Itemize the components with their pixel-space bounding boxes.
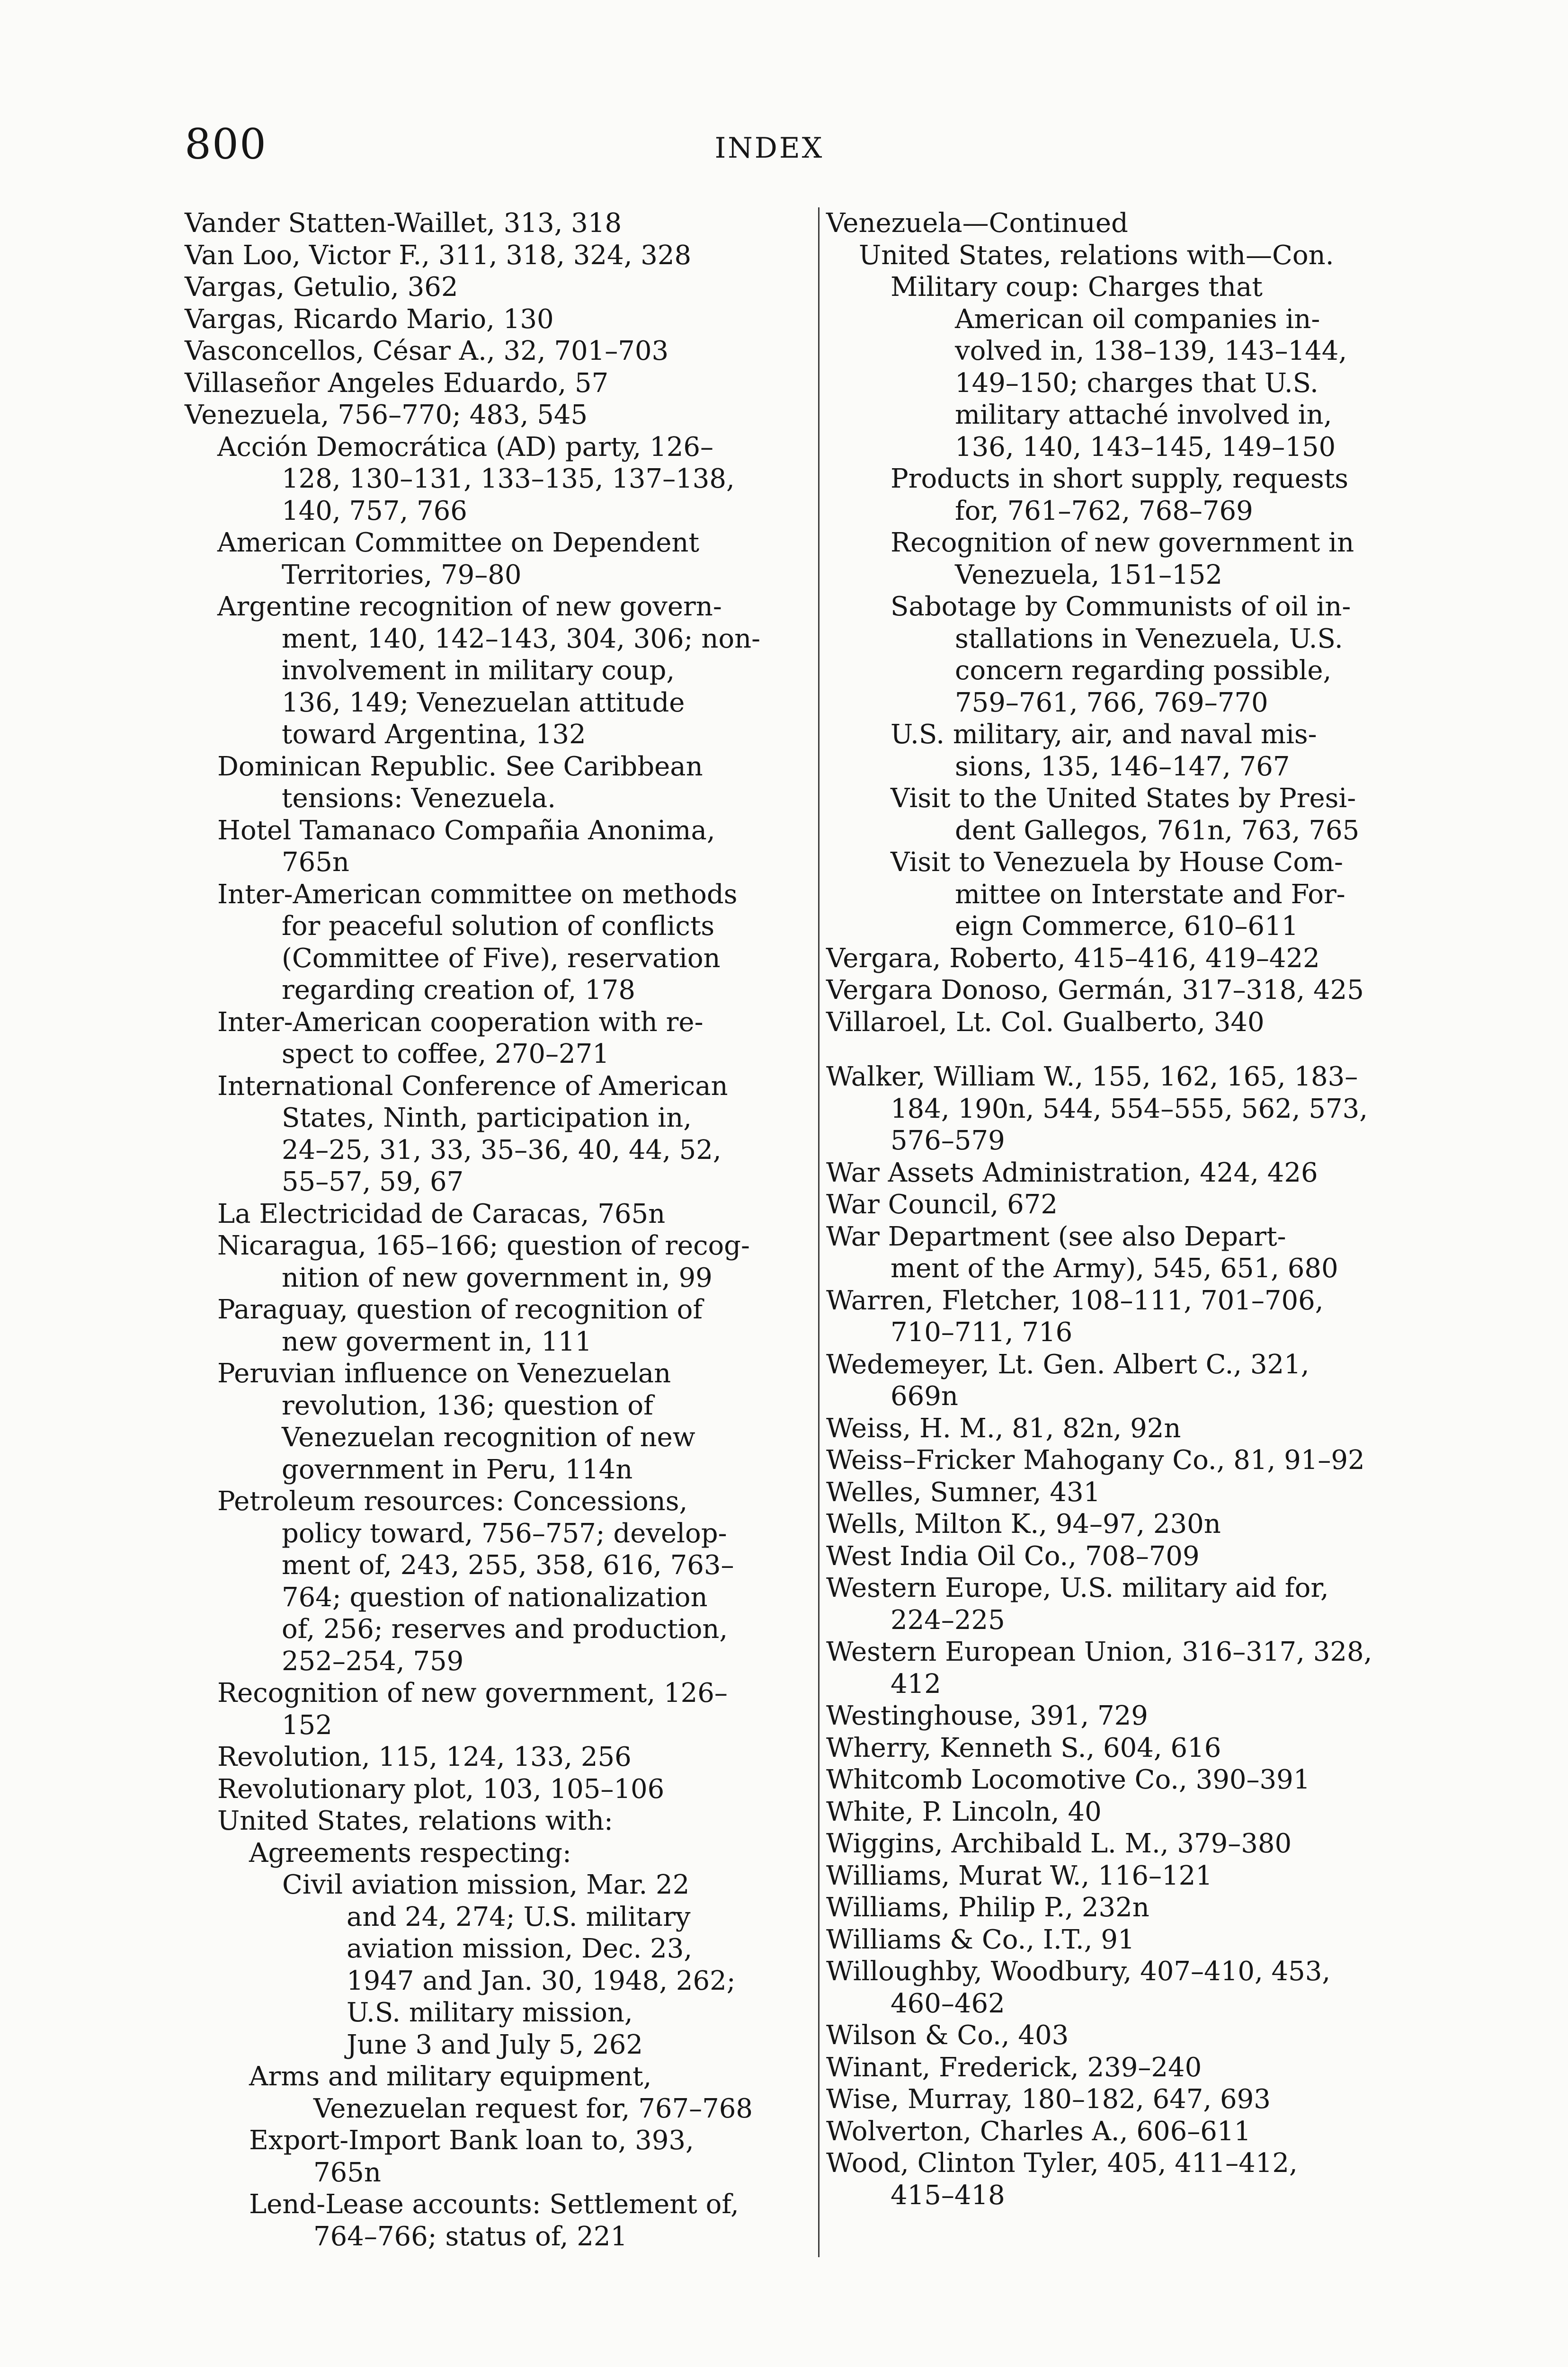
index-entry xyxy=(185,1677,800,1741)
index-entry xyxy=(826,1061,1442,1157)
index-entry-line: Nicaragua, 165–166; question of recog- xyxy=(217,1230,750,1261)
index-entry-line: aviation mission, Dec. 23, xyxy=(347,1933,693,1964)
index-entry-line: United States, relations with—Con. xyxy=(859,240,1334,271)
index-entry xyxy=(185,2189,800,2252)
index-entry xyxy=(826,527,1442,591)
index-entry-line: Williams, Murat W., 116–121 xyxy=(826,1860,1212,1891)
index-entry-line: Visit to Venezuela by House Com- xyxy=(891,847,1343,878)
index-entry-line: U.S. military, air, and naval mis- xyxy=(891,719,1317,750)
index-entry-line: 224–225 xyxy=(891,1604,1005,1636)
index-entry xyxy=(826,1508,1442,1540)
index-entry-line: Venezuela, 151–152 xyxy=(955,559,1223,590)
index-entry-line: of, 256; reserves and production, xyxy=(282,1614,728,1645)
index-entry-line: Willoughby, Woodbury, 407–410, 453, xyxy=(826,1956,1331,1987)
index-entry-line: Dominican Republic. See Caribbean xyxy=(217,751,703,782)
index-entry xyxy=(185,431,800,527)
index-entry xyxy=(826,1764,1442,1796)
index-entry xyxy=(185,2125,800,2189)
index-entry-line: American Committee on Dependent xyxy=(217,527,699,558)
index-entry xyxy=(826,1860,1442,1892)
index-entry-line: States, Ninth, participation in, xyxy=(282,1103,692,1133)
index-entry xyxy=(185,591,800,751)
index-entry-line: Western Europe, U.S. military aid for, xyxy=(826,1573,1329,1603)
index-entry-line: 669n xyxy=(891,1381,958,1412)
index-entry-line: ment of, 243, 255, 358, 616, 763– xyxy=(282,1550,734,1581)
index-entry-line: U.S. military mission, xyxy=(347,1997,633,2028)
index-column-right xyxy=(826,207,1442,2211)
index-entry xyxy=(826,1444,1442,1477)
index-entry-line: United States, relations with: xyxy=(217,1806,613,1836)
index-entry-line: and 24, 274; U.S. military xyxy=(347,1901,691,1932)
index-entry xyxy=(826,1477,1442,1509)
index-entry xyxy=(826,1572,1442,1636)
index-entry-line: 128, 130–131, 133–135, 137–138, xyxy=(282,463,735,494)
index-entry xyxy=(826,2020,1442,2052)
index-entry xyxy=(185,1805,800,1837)
index-entry xyxy=(185,879,800,1006)
index-entry-line: 764; question of nationalization xyxy=(282,1582,708,1613)
index-entry-line: 136, 140, 143–145, 149–150 xyxy=(955,431,1336,463)
page-header xyxy=(185,121,1354,178)
index-entry-line: ment, 140, 142–143, 304, 306; non- xyxy=(282,623,761,654)
index-entry xyxy=(185,207,800,240)
index-entry xyxy=(826,1189,1442,1221)
index-entry-line: Peruvian influence on Venezuelan xyxy=(217,1358,671,1389)
index-entry-line: Civil aviation mission, Mar. 22 xyxy=(282,1869,690,1900)
index-entry-line: eign Commerce, 610–611 xyxy=(955,911,1299,942)
index-entry-line: Venezuela, 756–770; 483, 545 xyxy=(185,400,588,430)
index-entry xyxy=(826,783,1442,846)
index-entry xyxy=(185,1773,800,1806)
index-entry xyxy=(826,2147,1442,2211)
index-entry-line: Warren, Fletcher, 108–111, 701–706, xyxy=(826,1285,1324,1316)
index-entry xyxy=(185,527,800,591)
index-entry-line: stallations in Venezuela, U.S. xyxy=(955,623,1343,654)
index-entry xyxy=(826,2116,1442,2148)
index-entry xyxy=(185,1230,800,1294)
index-entry xyxy=(826,271,1442,463)
index-entry-line: Vargas, Getulio, 362 xyxy=(185,272,458,303)
index-entry xyxy=(185,271,800,303)
index-entry-line: 460–462 xyxy=(891,1988,1005,2019)
index-entry-line: Sabotage by Communists of oil in- xyxy=(891,591,1351,622)
index-entry xyxy=(185,2061,800,2125)
index-entry-line: War Assets Administration, 424, 426 xyxy=(826,1157,1318,1188)
index-entry-line: sions, 135, 146–147, 767 xyxy=(955,751,1290,782)
index-entry-line: Venezuela—Continued xyxy=(826,208,1128,239)
index-entry xyxy=(185,367,800,400)
index-entry-line: Acción Democrática (AD) party, 126– xyxy=(217,431,714,463)
index-entry-line: Wise, Murray, 180–182, 647, 693 xyxy=(826,2084,1271,2115)
index-entry xyxy=(185,335,800,367)
index-entry-line: Hotel Tamanaco Compañia Anonima, xyxy=(217,815,715,846)
index-entry xyxy=(826,591,1442,719)
index-entry xyxy=(826,207,1442,240)
index-entry xyxy=(826,1540,1442,1573)
index-entry-line: Vasconcellos, César A., 32, 701–703 xyxy=(185,336,669,366)
index-entry-line: spect to coffee, 270–271 xyxy=(282,1039,609,1069)
index-entry xyxy=(826,463,1442,527)
page-number: 800 xyxy=(185,120,267,169)
index-entry-line: toward Argentina, 132 xyxy=(282,719,586,750)
index-entry-line: 415–418 xyxy=(891,2180,1005,2211)
index-entry-line: Wood, Clinton Tyler, 405, 411–412, xyxy=(826,2148,1298,2179)
index-entry-line: 140, 757, 766 xyxy=(282,495,467,526)
index-entry-line: American oil companies in- xyxy=(955,303,1320,335)
index-entry xyxy=(826,719,1442,783)
index-entry-line: policy toward, 756–757; develop- xyxy=(282,1518,727,1549)
index-entry-line: 55–57, 59, 67 xyxy=(282,1166,464,1197)
index-entry-line: Revolution, 115, 124, 133, 256 xyxy=(217,1742,632,1772)
index-entry-line: Military coup: Charges that xyxy=(891,272,1263,303)
index-entry xyxy=(826,943,1442,975)
column-divider xyxy=(818,207,820,2257)
index-entry-line: Agreements respecting: xyxy=(249,1837,571,1869)
index-entry-line: 710–711, 716 xyxy=(891,1317,1073,1348)
index-entry-line: Wedemeyer, Lt. Gen. Albert C., 321, xyxy=(826,1349,1310,1380)
index-entry-line: 759–761, 766, 769–770 xyxy=(955,687,1268,718)
index-entry-line: nition of new government in, 99 xyxy=(282,1262,713,1293)
index-entry-line: 152 xyxy=(282,1709,332,1741)
index-entry xyxy=(826,1636,1442,1700)
index-entry-line: International Conference of American xyxy=(217,1070,728,1102)
index-entry-line: Vergara, Roberto, 415–416, 419–422 xyxy=(826,943,1320,974)
index-entry-line: ment of the Army), 545, 651, 680 xyxy=(891,1253,1338,1284)
index-entry-line: government in Peru, 114n xyxy=(282,1454,633,1485)
index-entry xyxy=(826,1700,1442,1732)
index-entry-line: volved in, 138–139, 143–144, xyxy=(955,336,1347,366)
index-entry-line: Inter-American committee on methods xyxy=(217,879,738,910)
index-entry-line: Lend-Lease accounts: Settlement of, xyxy=(249,2189,739,2220)
index-entry-line: Revolutionary plot, 103, 105–106 xyxy=(217,1773,665,1805)
index-entry-line: tensions: Venezuela. xyxy=(282,783,556,814)
index-entry-line: Whitcomb Locomotive Co., 390–391 xyxy=(826,1764,1310,1795)
index-entry-line: 765n xyxy=(313,2157,381,2188)
index-entry xyxy=(826,2052,1442,2084)
index-entry-line: 24–25, 31, 33, 35–36, 40, 44, 52, xyxy=(282,1134,722,1166)
index-entry xyxy=(826,2083,1442,2116)
index-entry-line: 764–766; status of, 221 xyxy=(313,2221,628,2252)
index-entry-line: involvement in military coup, xyxy=(282,655,675,686)
index-entry-line: La Electricidad de Caracas, 765n xyxy=(217,1198,666,1229)
index-entry-line: 412 xyxy=(891,1668,941,1700)
index-entry xyxy=(826,1732,1442,1764)
index-entry-line: Arms and military equipment, xyxy=(249,2061,652,2092)
index-entry xyxy=(185,399,800,431)
index-entry xyxy=(826,1892,1442,1924)
index-entry xyxy=(185,240,800,272)
index-entry-line: 765n xyxy=(282,847,349,878)
index-entry-line: Paraguay, question of recognition of xyxy=(217,1294,703,1325)
index-entry-line: Petroleum resources: Concessions, xyxy=(217,1486,688,1517)
index-entry xyxy=(826,974,1442,1006)
index-entry xyxy=(826,1828,1442,1860)
index-entry xyxy=(185,815,800,879)
index-entry-line: Vergara Donoso, Germán, 317–318, 425 xyxy=(826,975,1364,1006)
index-entry xyxy=(826,846,1442,943)
index-entry-line: Williams, Philip P., 232n xyxy=(826,1892,1149,1923)
index-entry-line: Wilson & Co., 403 xyxy=(826,2020,1069,2051)
index-entry-line: June 3 and July 5, 262 xyxy=(347,2029,643,2060)
index-entry xyxy=(826,1413,1442,1445)
index-entry-line: Recognition of new government, 126– xyxy=(217,1678,728,1709)
index-entry-line: 252–254, 759 xyxy=(282,1646,464,1677)
index-entry-line: Wells, Milton K., 94–97, 230n xyxy=(826,1509,1221,1539)
index-entry-line: Welles, Sumner, 431 xyxy=(826,1477,1101,1508)
index-entry-line: 136, 149; Venezuelan attitude xyxy=(282,687,685,718)
index-entry-line: West India Oil Co., 708–709 xyxy=(826,1540,1200,1572)
index-entry-line: Visit to the United States by Presi- xyxy=(891,783,1356,814)
index-entry xyxy=(826,240,1442,272)
index-entry xyxy=(185,1837,800,1869)
index-entry-line: (Committee of Five), reservation xyxy=(282,943,721,974)
index-entry xyxy=(826,1349,1442,1413)
page-title: INDEX xyxy=(714,132,824,165)
index-entry xyxy=(826,1221,1442,1285)
index-entry xyxy=(185,1741,800,1773)
index-entry xyxy=(185,1869,800,2061)
index-entry-line: Products in short supply, requests xyxy=(891,463,1349,494)
index-entry-line: Westinghouse, 391, 729 xyxy=(826,1700,1148,1731)
index-entry xyxy=(826,1006,1442,1039)
index-entry-line: Walker, William W., 155, 162, 165, 183– xyxy=(826,1061,1358,1092)
index-entry-line: Wiggins, Archibald L. M., 379–380 xyxy=(826,1828,1292,1859)
index-entry-line: 1947 and Jan. 30, 1948, 262; xyxy=(347,1965,736,1996)
index-entry xyxy=(185,1294,800,1358)
index-entry xyxy=(185,1198,800,1230)
index-entry-line: Van Loo, Victor F., 311, 318, 324, 328 xyxy=(185,240,692,271)
index-entry xyxy=(185,1358,800,1486)
index-entry xyxy=(826,1796,1442,1828)
index-entry-line: mittee on Interstate and For- xyxy=(955,879,1345,910)
index-entry-line: Wherry, Kenneth S., 604, 616 xyxy=(826,1732,1221,1763)
index-entry xyxy=(185,1070,800,1198)
index-entry-line: Venezuelan recognition of new xyxy=(282,1422,695,1453)
index-entry-line: Vargas, Ricardo Mario, 130 xyxy=(185,303,554,335)
index-entry-line: Weiss–Fricker Mahogany Co., 81, 91–92 xyxy=(826,1445,1365,1476)
index-entry xyxy=(826,1157,1442,1189)
index-entry-line: Western European Union, 316–317, 328, xyxy=(826,1637,1372,1667)
index-entry-line: Territories, 79–80 xyxy=(282,559,522,590)
index-entry-line: Williams & Co., I.T., 91 xyxy=(826,1924,1135,1955)
index-entry-line: Venezuelan request for, 767–768 xyxy=(313,2093,753,2124)
index-column-left xyxy=(185,207,800,2252)
index-entry-line: Weiss, H. M., 81, 82n, 92n xyxy=(826,1413,1181,1444)
index-entry-line: revolution, 136; question of xyxy=(282,1390,653,1421)
index-entry-line: 184, 190n, 544, 554–555, 562, 573, xyxy=(891,1093,1368,1124)
index-entry xyxy=(826,1924,1442,1956)
index-entry-line: regarding creation of, 178 xyxy=(282,975,635,1006)
index-entry-line: new goverment in, 111 xyxy=(282,1326,592,1357)
index-entry-line: War Department (see also Depart- xyxy=(826,1221,1286,1252)
index-entry-line: Villaroel, Lt. Col. Gualberto, 340 xyxy=(826,1006,1265,1038)
index-entry-line: War Council, 672 xyxy=(826,1189,1058,1220)
index-entry xyxy=(185,1486,800,1677)
index-entry-line: Export-Import Bank loan to, 393, xyxy=(249,2125,694,2156)
index-entry-line: Inter-American cooperation with re- xyxy=(217,1006,704,1038)
index-entry-line: Wolverton, Charles A., 606–611 xyxy=(826,2116,1251,2147)
index-entry xyxy=(185,303,800,336)
index-entry xyxy=(826,1285,1442,1349)
index-entry-line: Recognition of new government in xyxy=(891,527,1354,558)
index-entry-line: Argentine recognition of new govern- xyxy=(217,591,722,622)
index-entry-line: for peaceful solution of conflicts xyxy=(282,911,715,942)
index-entry xyxy=(185,751,800,815)
index-entry-line: Villaseñor Angeles Eduardo, 57 xyxy=(185,367,609,399)
index-entry xyxy=(826,1956,1442,2020)
index-entry-line: 149–150; charges that U.S. xyxy=(955,367,1319,399)
index-entry-line: for, 761–762, 768–769 xyxy=(955,495,1253,526)
index-entry-line: concern regarding possible, xyxy=(955,655,1332,686)
index-entry xyxy=(185,1006,800,1070)
index-entry-line: military attaché involved in, xyxy=(955,400,1332,430)
index-entry-line: 576–579 xyxy=(891,1125,1005,1156)
index-entry-line: Winant, Frederick, 239–240 xyxy=(826,2052,1202,2083)
index-entry-line: Vander Statten-Waillet, 313, 318 xyxy=(185,208,622,239)
index-entry-line: dent Gallegos, 761n, 763, 765 xyxy=(955,815,1360,846)
index-entry-line: White, P. Lincoln, 40 xyxy=(826,1796,1102,1827)
